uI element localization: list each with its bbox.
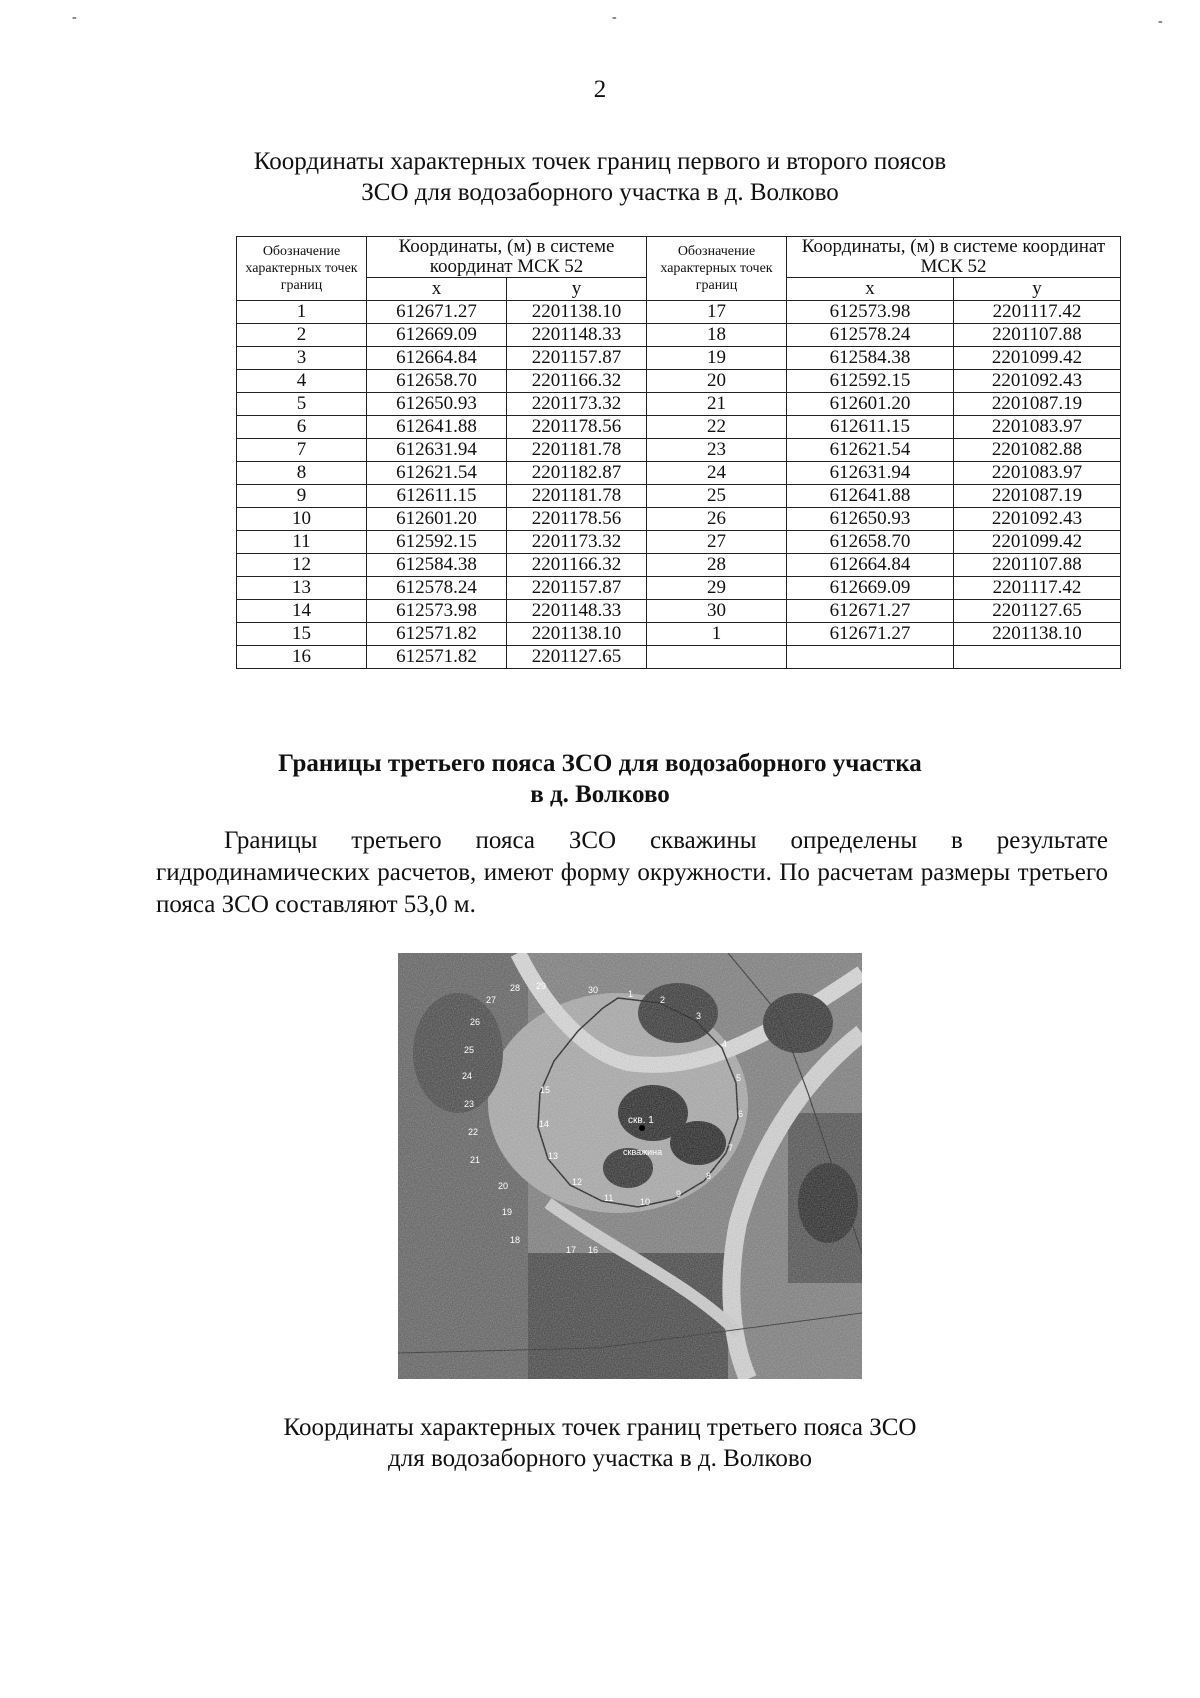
map-point-label: 14: [539, 1119, 550, 1129]
point-number-cell: 20: [647, 370, 787, 393]
point-number-cell: 19: [647, 347, 787, 370]
table-row: [237, 370, 1121, 393]
point-number-cell: 23: [647, 439, 787, 462]
x-coordinate-cell: 612641.88: [367, 416, 507, 439]
point-number-cell: 10: [237, 508, 367, 531]
map-point-label: 3: [696, 1011, 702, 1021]
y-coordinate-cell: 2201181.78: [507, 485, 647, 508]
header-x: x: [367, 278, 507, 301]
header-y: y: [507, 278, 647, 301]
table-row: [237, 577, 1121, 600]
table-row: [237, 416, 1121, 439]
x-coordinate-cell: 612601.20: [787, 393, 954, 416]
y-coordinate-cell: 2201092.43: [954, 370, 1121, 393]
y-coordinate-cell: 2201138.10: [507, 301, 647, 324]
x-coordinate-cell: 612584.38: [367, 554, 507, 577]
third-belt-heading: [0, 748, 1200, 810]
y-coordinate-cell: 2201092.43: [954, 508, 1121, 531]
point-number-cell: 26: [647, 508, 787, 531]
heading-line: Границы третьего пояса ЗСО для водозаборного участка: [278, 750, 922, 777]
y-coordinate-cell: 2201181.78: [507, 439, 647, 462]
point-number-cell: 13: [237, 577, 367, 600]
x-coordinate-cell: 612664.84: [787, 554, 954, 577]
table-header-row: [237, 237, 1121, 278]
map-point-label: 27: [486, 995, 497, 1005]
scan-speck-right: -: [1158, 14, 1163, 29]
point-number-cell: 11: [237, 531, 367, 554]
y-coordinate-cell: 2201082.88: [954, 439, 1121, 462]
map-point-label: 10: [640, 1197, 651, 1207]
aerial-map-image: [398, 953, 862, 1379]
point-number-cell: 15: [237, 623, 367, 646]
point-number-cell: [647, 646, 787, 669]
header-y: y: [954, 278, 1121, 301]
table-row: [237, 646, 1121, 669]
y-coordinate-cell: 2201107.88: [954, 324, 1121, 347]
x-coordinate-cell: 612658.70: [787, 531, 954, 554]
point-number-cell: 21: [647, 393, 787, 416]
map-point-label: 15: [540, 1085, 551, 1095]
well-label: скв. 1: [628, 1115, 654, 1126]
x-coordinate-cell: 612584.38: [787, 347, 954, 370]
point-number-cell: 18: [647, 324, 787, 347]
map-point-label: 11: [604, 1193, 614, 1203]
point-number-cell: 30: [647, 600, 787, 623]
x-coordinate-cell: 612650.93: [787, 508, 954, 531]
point-number-cell: 8: [237, 462, 367, 485]
table-row: [237, 554, 1121, 577]
point-number-cell: 28: [647, 554, 787, 577]
point-number-cell: 16: [237, 646, 367, 669]
map-point-label: 21: [470, 1155, 481, 1165]
table-row: [237, 623, 1121, 646]
point-number-cell: 4: [237, 370, 367, 393]
y-coordinate-cell: 2201157.87: [507, 577, 647, 600]
header-point-designation: Обозначение характерных точек границ: [237, 237, 367, 301]
y-coordinate-cell: 2201166.32: [507, 370, 647, 393]
x-coordinate-cell: 612592.15: [787, 370, 954, 393]
y-coordinate-cell: 2201099.42: [954, 531, 1121, 554]
map-point-label: 18: [510, 1235, 521, 1245]
y-coordinate-cell: 2201099.42: [954, 347, 1121, 370]
x-coordinate-cell: 612658.70: [367, 370, 507, 393]
point-number-cell: 9: [237, 485, 367, 508]
table-row: [237, 485, 1121, 508]
point-number-cell: 25: [647, 485, 787, 508]
y-coordinate-cell: 2201087.19: [954, 393, 1121, 416]
heading-line: Координаты характерных точек границ третьего пояса ЗСО: [283, 1414, 917, 1441]
x-coordinate-cell: 612573.98: [367, 600, 507, 623]
coordinates-table: [236, 236, 1121, 669]
point-number-cell: 29: [647, 577, 787, 600]
point-number-cell: 27: [647, 531, 787, 554]
table-row: [237, 600, 1121, 623]
map-point-label: 25: [464, 1045, 475, 1055]
point-number-cell: 17: [647, 301, 787, 324]
map-point-label: 2: [660, 995, 666, 1005]
map-point-label: 23: [464, 1099, 475, 1109]
map-point-label: 4: [722, 1039, 728, 1049]
point-number-cell: 3: [237, 347, 367, 370]
y-coordinate-cell: 2201083.97: [954, 462, 1121, 485]
map-point-label: 5: [736, 1073, 742, 1083]
map-grain: [398, 953, 862, 1379]
point-number-cell: 24: [647, 462, 787, 485]
map-point-label: 20: [498, 1181, 509, 1191]
x-coordinate-cell: 612611.15: [787, 416, 954, 439]
y-coordinate-cell: 2201127.65: [954, 600, 1121, 623]
scan-speck-center: -: [612, 10, 617, 25]
table-row: [237, 439, 1121, 462]
y-coordinate-cell: 2201117.42: [954, 301, 1121, 324]
y-coordinate-cell: 2201166.32: [507, 554, 647, 577]
x-coordinate-cell: 612671.27: [367, 301, 507, 324]
page-number: 2: [593, 76, 607, 103]
table-row: [237, 531, 1121, 554]
coords-heading-1: [0, 146, 1200, 208]
x-coordinate-cell: 612671.27: [787, 623, 954, 646]
x-coordinate-cell: 612592.15: [367, 531, 507, 554]
x-coordinate-cell: 612571.82: [367, 646, 507, 669]
third-belt-paragraph: [156, 825, 1108, 921]
point-number-cell: 12: [237, 554, 367, 577]
y-coordinate-cell: 2201127.65: [507, 646, 647, 669]
y-coordinate-cell: 2201173.32: [507, 531, 647, 554]
table-row: [237, 347, 1121, 370]
table-row: [237, 462, 1121, 485]
y-coordinate-cell: 2201157.87: [507, 347, 647, 370]
point-number-cell: 7: [237, 439, 367, 462]
x-coordinate-cell: 612664.84: [367, 347, 507, 370]
x-coordinate-cell: 612571.82: [367, 623, 507, 646]
x-coordinate-cell: 612601.20: [367, 508, 507, 531]
y-coordinate-cell: 2201173.32: [507, 393, 647, 416]
x-coordinate-cell: [787, 646, 954, 669]
map-point-label: 6: [738, 1109, 744, 1119]
x-coordinate-cell: 612669.09: [367, 324, 507, 347]
point-number-cell: 14: [237, 600, 367, 623]
map-point-label: 9: [676, 1189, 682, 1199]
y-coordinate-cell: 2201087.19: [954, 485, 1121, 508]
header-point-designation: Обозначение характерных точек границ: [647, 237, 787, 301]
table-row: [237, 301, 1121, 324]
y-coordinate-cell: 2201148.33: [507, 600, 647, 623]
table-row: [237, 324, 1121, 347]
header-coordinates: Координаты, (м) в системе координат МСК 52: [367, 237, 647, 278]
point-number-cell: 1: [647, 623, 787, 646]
x-coordinate-cell: 612578.24: [787, 324, 954, 347]
x-coordinate-cell: 612578.24: [367, 577, 507, 600]
x-coordinate-cell: 612611.15: [367, 485, 507, 508]
y-coordinate-cell: 2201178.56: [507, 508, 647, 531]
map-point-label: 13: [548, 1151, 559, 1161]
y-coordinate-cell: 2201148.33: [507, 324, 647, 347]
map-point-label: 7: [728, 1143, 734, 1153]
scan-speck-left: -: [72, 10, 77, 25]
map-point-label: 17: [566, 1245, 577, 1255]
x-coordinate-cell: 612671.27: [787, 600, 954, 623]
heading-line: для водозаборного участка в д. Волково: [388, 1445, 812, 1472]
map-point-label: 26: [470, 1017, 481, 1027]
x-coordinate-cell: 612641.88: [787, 485, 954, 508]
y-coordinate-cell: 2201182.87: [507, 462, 647, 485]
y-coordinate-cell: [954, 646, 1121, 669]
point-number-cell: 22: [647, 416, 787, 439]
heading-line: ЗСО для водозаборного участка в д. Волково: [361, 179, 839, 206]
map-point-label: 29: [536, 981, 547, 991]
coords-heading-3: [0, 1412, 1200, 1474]
map-point-label: 16: [588, 1245, 599, 1255]
well-caption: скважина: [623, 1147, 663, 1157]
y-coordinate-cell: 2201138.10: [507, 623, 647, 646]
point-number-cell: 6: [237, 416, 367, 439]
paragraph-text: Границы третьего пояса ЗСО скважины определены в результате гидродинамических расчетов, имеют форму окружности. По расчетам размеры третьего пояса ЗСО составляют 53,0 м.: [156, 827, 1108, 918]
y-coordinate-cell: 2201138.10: [954, 623, 1121, 646]
point-number-cell: 5: [237, 393, 367, 416]
x-coordinate-cell: 612573.98: [787, 301, 954, 324]
map-point-label: 8: [706, 1171, 712, 1181]
map-point-label: 30: [588, 985, 599, 995]
map-point-label: 12: [572, 1177, 583, 1187]
x-coordinate-cell: 612669.09: [787, 577, 954, 600]
map-point-label: 28: [510, 983, 521, 993]
map-point-label: 24: [462, 1071, 473, 1081]
x-coordinate-cell: 612621.54: [787, 439, 954, 462]
point-number-cell: 2: [237, 324, 367, 347]
y-coordinate-cell: 2201083.97: [954, 416, 1121, 439]
x-coordinate-cell: 612631.94: [787, 462, 954, 485]
header-x: x: [787, 278, 954, 301]
map-point-label: 19: [502, 1207, 513, 1217]
table-row: [237, 508, 1121, 531]
header-coordinates: Координаты, (м) в системе координат МСК 52: [787, 237, 1121, 278]
y-coordinate-cell: 2201117.42: [954, 577, 1121, 600]
map-point-label: 1: [628, 989, 634, 999]
x-coordinate-cell: 612631.94: [367, 439, 507, 462]
x-coordinate-cell: 612650.93: [367, 393, 507, 416]
x-coordinate-cell: 612621.54: [367, 462, 507, 485]
map-point-label: 22: [468, 1127, 479, 1137]
heading-line: в д. Волково: [530, 781, 670, 808]
point-number-cell: 1: [237, 301, 367, 324]
y-coordinate-cell: 2201107.88: [954, 554, 1121, 577]
y-coordinate-cell: 2201178.56: [507, 416, 647, 439]
heading-line: Координаты характерных точек границ первого и второго поясов: [253, 148, 947, 175]
table-row: [237, 393, 1121, 416]
